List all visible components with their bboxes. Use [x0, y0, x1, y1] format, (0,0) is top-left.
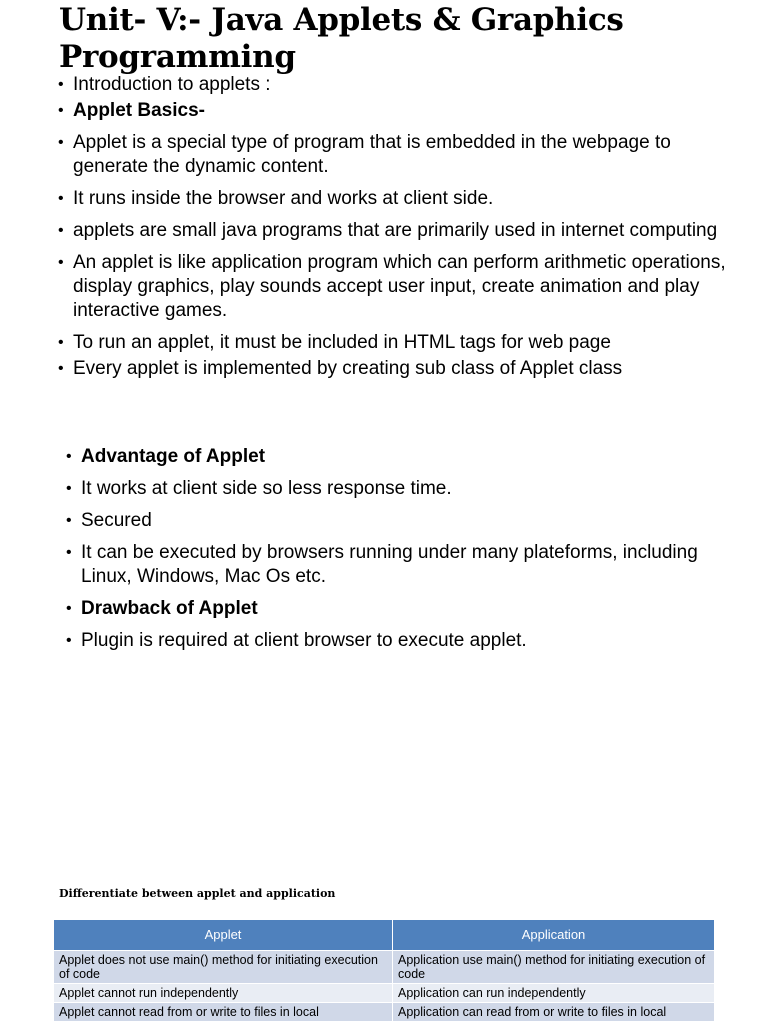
- list-item: • Drawback of Applet: [66, 598, 258, 619]
- bullet-icon: •: [66, 544, 72, 561]
- table-cell: Application can read from or write to files in local: [393, 1003, 715, 1022]
- bullet-icon: •: [58, 134, 64, 151]
- list-item: • applets are small java programs that are primarily used in internet computing: [58, 220, 718, 241]
- table-row: [54, 1003, 715, 1022]
- list-item: • Plugin is required at client browser to execute applet.: [66, 630, 527, 651]
- table-header-row: [54, 920, 715, 951]
- list-item: • Applet is a special type of program that is embedded in the webpage to generate the dynamic content.: [58, 132, 671, 177]
- list-item: • Advantage of Applet: [66, 446, 266, 467]
- bullet-icon: •: [66, 512, 72, 529]
- table-row: [54, 984, 715, 1003]
- comparison-table: [53, 919, 715, 1022]
- list-item: • It runs inside the browser and works at client side.: [58, 188, 494, 209]
- bullet-icon: •: [66, 600, 72, 617]
- list-item: • Applet Basics-: [58, 100, 205, 121]
- table-caption: Differentiate between applet and application: [59, 887, 336, 900]
- table-cell: Applet does not use main() method for initiating execution of code: [54, 951, 393, 984]
- bullet-icon: •: [66, 632, 72, 649]
- bullet-icon: •: [58, 76, 64, 93]
- column-header-applet: Applet: [54, 920, 393, 951]
- list-item: • An applet is like application program which can perform arithmetic operations, display graphics, play sounds accept user input, create animation and play interactive games.: [58, 252, 726, 321]
- bullet-icon: •: [58, 360, 64, 377]
- bullet-icon: •: [66, 480, 72, 497]
- table-cell: Application use main() method for initiating execution of code: [393, 951, 715, 984]
- bullet-icon: •: [58, 254, 64, 271]
- bullet-icon: •: [58, 102, 64, 119]
- table-cell: Applet cannot read from or write to files in local: [54, 1003, 393, 1022]
- bullet-icon: •: [66, 448, 72, 465]
- page-title: Unit- V:- Java Applets & Graphics Programming: [59, 2, 624, 75]
- bullet-icon: •: [58, 334, 64, 351]
- table-cell: Applet cannot run independently: [54, 984, 393, 1003]
- column-header-application: Application: [393, 920, 715, 951]
- list-item: • Every applet is implemented by creating sub class of Applet class: [58, 358, 623, 379]
- bullet-icon: •: [58, 190, 64, 207]
- list-item: • Secured: [66, 510, 152, 531]
- list-item: • It can be executed by browsers running under many plateforms, including Linux, Windows, Mac Os etc.: [66, 542, 698, 587]
- list-item: • It works at client side so less response time.: [66, 478, 452, 499]
- list-item: • To run an applet, it must be included in HTML tags for web page: [58, 332, 611, 353]
- table-row: [54, 951, 715, 984]
- list-item: • Introduction to applets :: [58, 74, 271, 95]
- advantages-bullet-list: [66, 445, 746, 661]
- bullet-icon: •: [58, 222, 64, 239]
- table-cell: Application can run independently: [393, 984, 715, 1003]
- main-bullet-list: [58, 73, 738, 389]
